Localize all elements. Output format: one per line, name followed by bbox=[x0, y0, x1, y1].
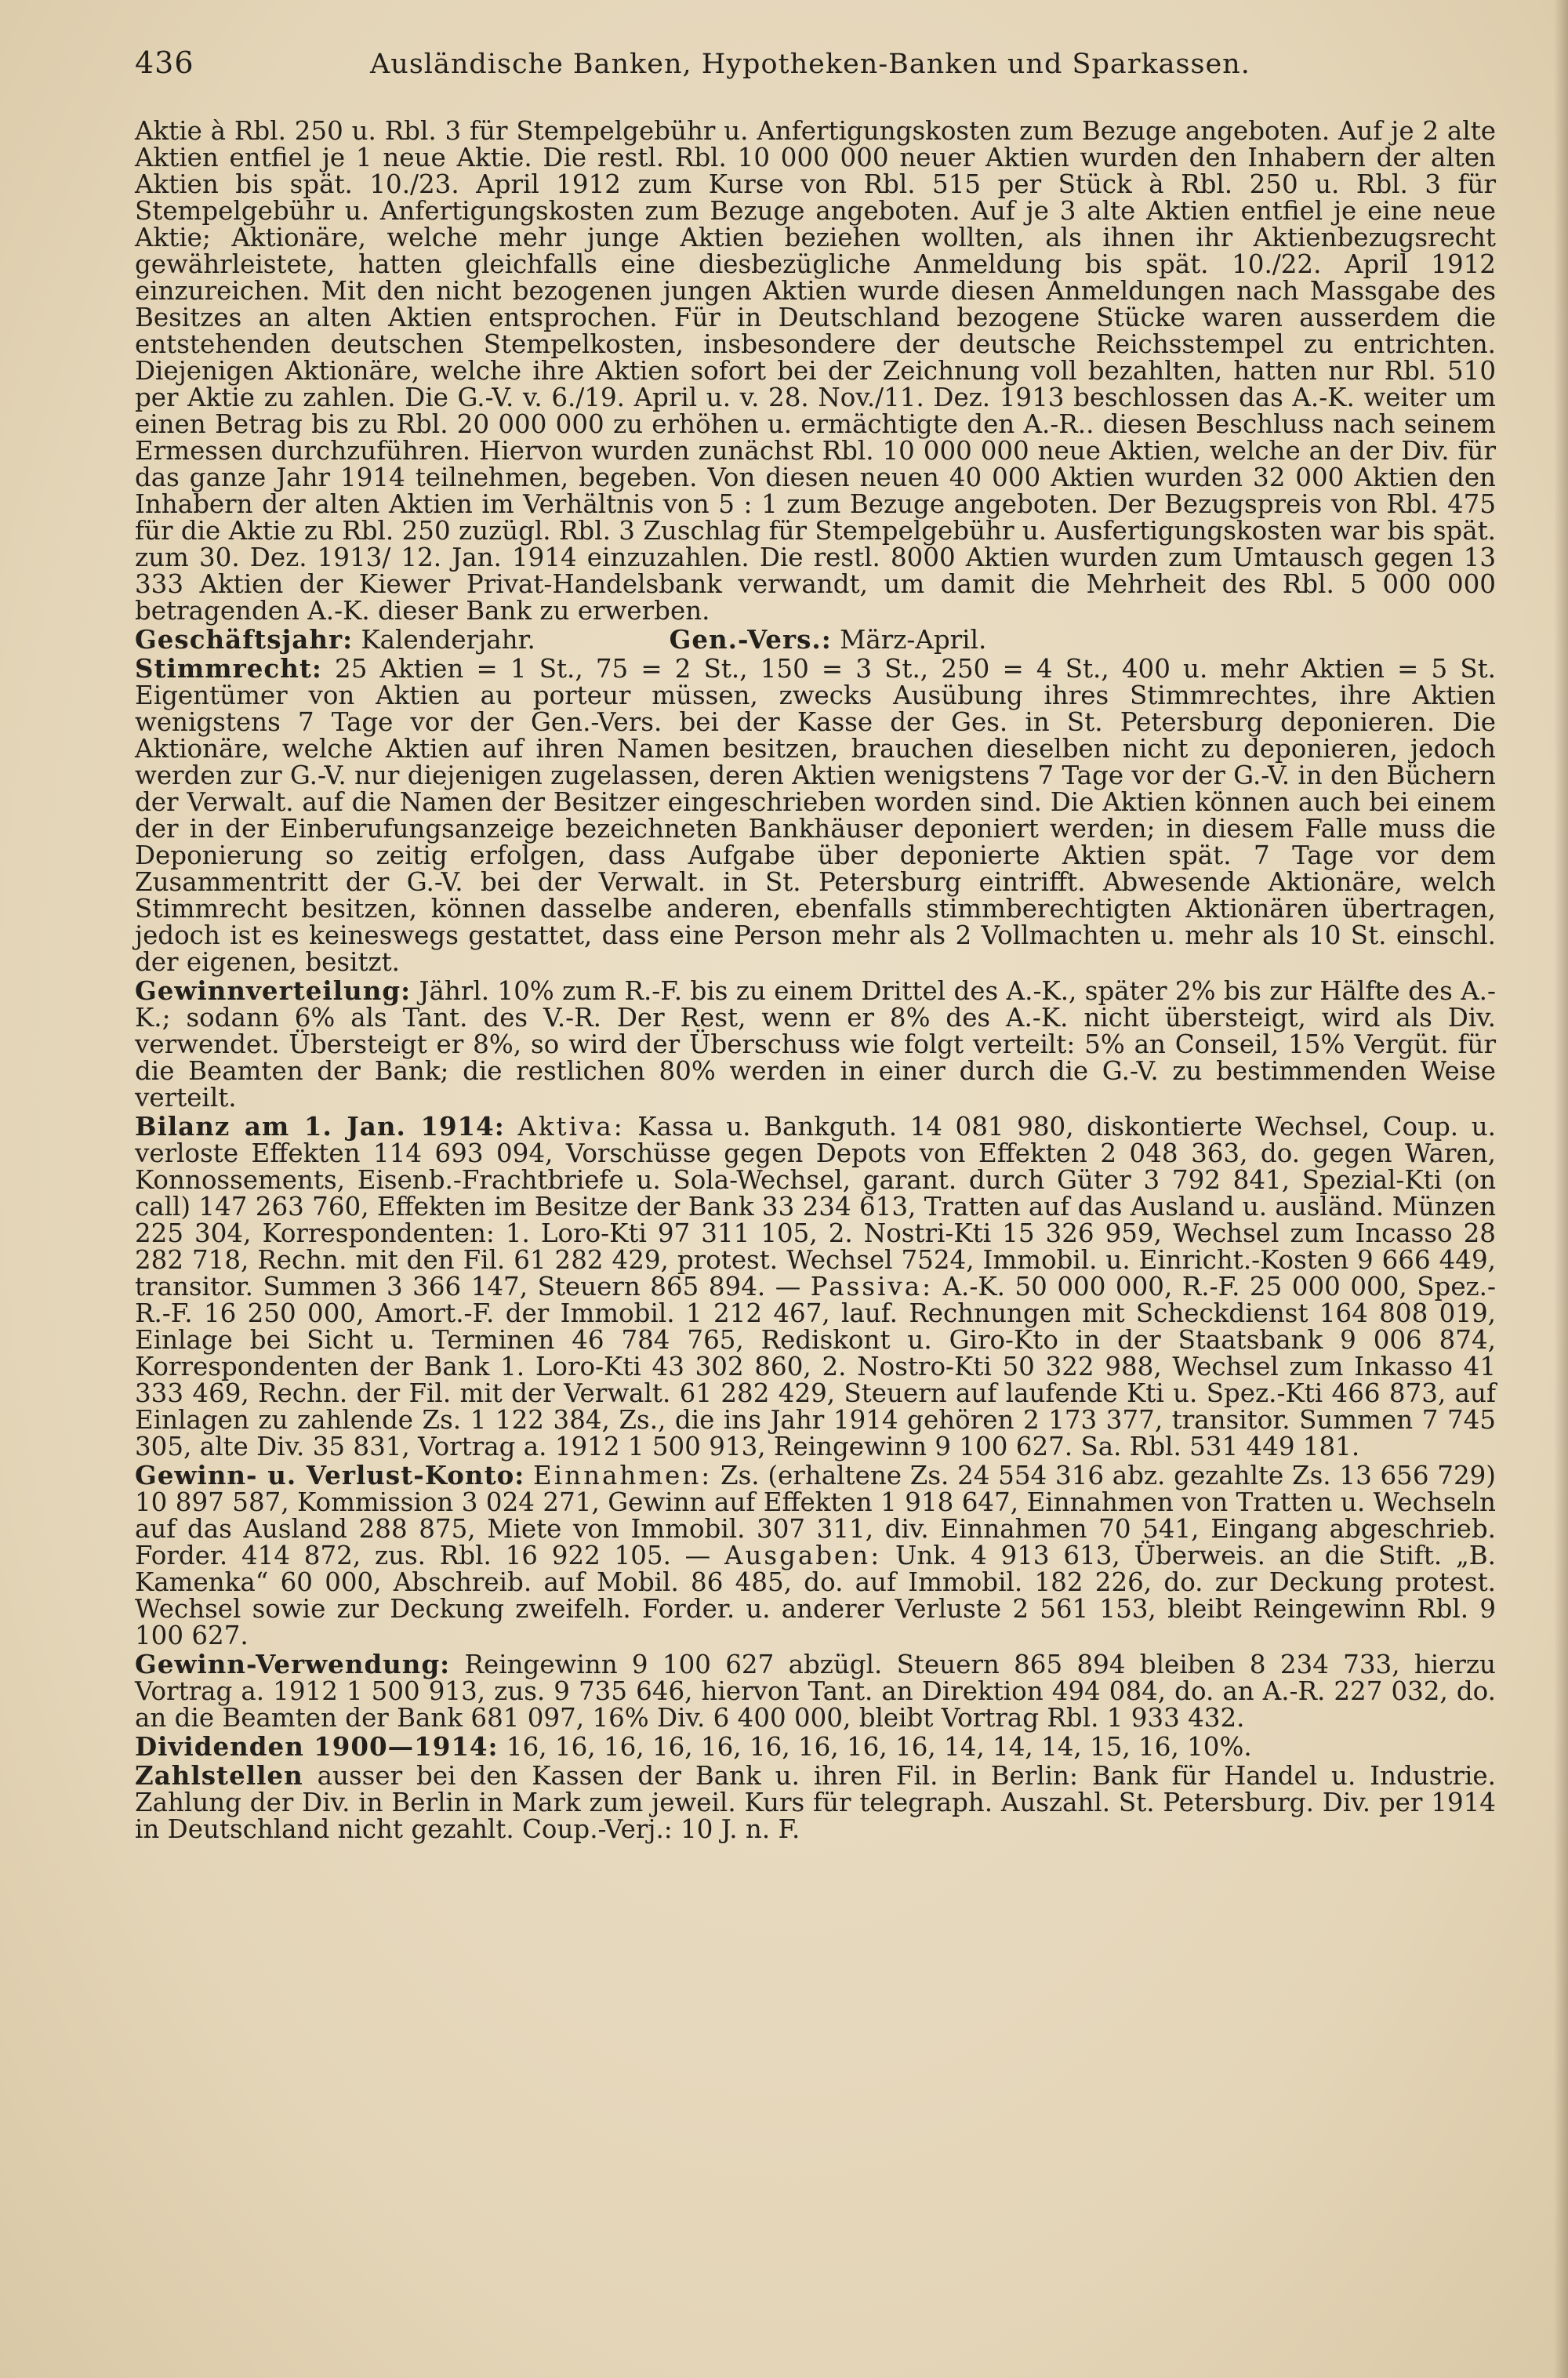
dividenden-paragraph bbox=[135, 1731, 1496, 1762]
passiva-text: A.-K. 50 000 000, R.-F. 25 000 000, Spez.-R.-F. 16 250 000, Amort.-F. der Immobil. 1 212 467, lauf. Rechnungen mit Scheckdienst 164 808 019, Einlage bei Sicht u. Terminen 46 784 765, Rediskont u. Giro-Kto in der Staatsbank 9 006 874, Korrespondenten der Bank 1. Loro-Kti 43 302 860, 2. Nostro-Kti 50 322 988, Wechsel zum Inkasso 41 333 469, Rechn. der Fil. mit der Verwalt. 61 282 429, Steuern auf laufende Kti u. Spez.-Kti 466 873, auf Einlagen zu zahlende Zs. 1 122 384, Zs., die ins Jahr 1914 gehören 2 173 377, transitor. Summen 7 745 305, alte Div. 35 831, Vortrag a. 1912 1 500 913, Reingewinn 9 100 627. Sa. Rbl. 531 449 181. bbox=[135, 1272, 1496, 1461]
guv-paragraph bbox=[135, 1462, 1496, 1649]
dividenden-label: Dividenden 1900—1914: bbox=[135, 1731, 499, 1762]
zahlstellen-label: Zahlstellen bbox=[135, 1760, 303, 1791]
guv-label: Gewinn- u. Verlust-Konto: bbox=[135, 1460, 525, 1490]
passiva-label: Passiva: bbox=[810, 1272, 934, 1302]
intro-paragraph: Aktie à Rbl. 250 u. Rbl. 3 für Stempelgebühr u. Anfertigungskosten zum Bezuge angeboten. Auf je 2 alte Aktien entfiel je 1 neue Aktie. Die restl. Rbl. 10 000 000 neuer Aktien wurden den Inhabern der alten Aktien bis spät. 10./23. April 1912 zum Kurse von Rbl. 515 per Stück à Rbl. 250 u. Rbl. 3 für Stempelgebühr u. Anfertigungskosten zum Bezuge angeboten. Auf je 3 alte Aktien entfiel je eine neue Aktie; Aktionäre, welche mehr junge Aktien beziehen wollten, als ihnen ihr Aktienbezugsrecht gewährleistete, hatten gleichfalls eine diesbezügliche Anmeldung bis spät. 10./22. April 1912 einzureichen. Mit den nicht bezogenen jungen Aktien wurde diesen Anmeldungen nach Massgabe des Besitzes an alten Aktien entsprochen. Für in Deutschland bezogene Stücke waren ausserdem die entstehenden deutschen Stempelkosten, insbesondere der deutsche Reichsstempel zu entrichten. Diejenigen Aktionäre, welche ihre Aktien sofort bei der Zeichnung voll bezahlten, hatten nur Rbl. 510 per Aktie zu zahlen. Die G.-V. v. 6./19. April u. v. 28. Nov./11. Dez. 1913 beschlossen das A.-K. weiter um einen Betrag bis zu Rbl. 20 000 000 zu erhöhen u. ermächtigte den A.-R.. diesen Beschluss nach seinem Ermessen durchzuführen. Hiervon wurden zunächst Rbl. 10 000 000 neue Aktien, welche an der Div. für das ganze Jahr 1914 teilnehmen, begeben. Von diesen neuen 40 000 Aktien wurden 32 000 Aktien den Inhabern der alten Aktien im Verhältnis von 5 : 1 zum Bezuge angeboten. Der Bezugspreis von Rbl. 475 für die Aktie zu Rbl. 250 zuzügl. Rbl. 3 Zuschlag für Stempelgebühr u. Ausfertigungskosten war bis spät. zum 30. Dez. 1913/ 12. Jan. 1914 einzuzahlen. Die restl. 8000 Aktien wurden zum Umtausch gegen 13 333 Aktien der Kiewer Privat-Handelsbank verwandt, um damit die Mehrheit des Rbl. 5 000 000 betragenden A.-K. dieser Bank zu erwerben. bbox=[135, 116, 1496, 626]
dividenden-text: 16, 16, 16, 16, 16, 16, 16, 16, 16, 14, 14, 14, 15, 16, 10%. bbox=[506, 1732, 1252, 1762]
running-title: Ausländische Banken, Hypotheken-Banken und Sparkassen. bbox=[370, 49, 1250, 80]
stimmrecht-text: 25 Aktien = 1 St., 75 = 2 St., 150 = 3 St., 250 = 4 St., 400 u. mehr Aktien = 5 St. Eigentümer von Aktien au porteur müssen, zwecks Ausübung ihres Stimmrechtes, ihre Aktien wenigstens 7 Tage vor der Gen.-Vers. bei der Kasse der Ges. in St. Petersburg deponieren. Die Aktionäre, welche Aktien auf ihren Namen besitzen, brauchen dieselben nicht zu deponieren, jedoch werden zur G.-V. nur diejenigen zugelassen, deren Aktien wenigstens 7 Tage vor der G.-V. in den Büchern der Verwalt. auf die Namen der Besitzer eingeschrieben worden sind. Die Aktien können auch bei einem der in der Einberufungsanzeige bezeichneten Bankhäuser deponiert werden; in diesem Falle muss die Deponierung so zeitig erfolgen, dass Aufgabe über deponierte Aktien spät. 7 Tage vor dem Zusammentritt der G.-V. bei der Verwalt. in St. Petersburg eintrifft. Abwesende Aktionäre, welch Stimmrecht besitzen, können dasselbe anderen, ebenfalls stimmberechtigten Aktionären übertragen, jedoch ist es keineswegs gestattet, dass eine Person mehr als 2 Vollmachten u. mehr als 10 St. einschl. der eigenen, besitzt. bbox=[135, 654, 1496, 977]
genvers-text: März-April. bbox=[840, 625, 987, 655]
page-header bbox=[135, 45, 1496, 80]
page-edge-shadow bbox=[1554, 0, 1568, 2378]
geschaeftsjahr-label: Geschäftsjahr: bbox=[135, 624, 354, 655]
verwendung-text: Reingewinn 9 100 627 abzügl. Steuern 865 894 bleiben 8 234 733, hierzu Vortrag a. 1912 1 500 913, zus. 9 735 646, hiervon Tant. an Direktion 494 084, do. an A.-R. 227 032, do. an die Beamten der Bank 681 097, 16% Div. 6 400 000, bleibt Vortrag Rbl. 1 933 432. bbox=[135, 1650, 1496, 1733]
ausgaben-text: Unk. 4 913 613, Überweis. an die Stift. „B. Kamenka“ 60 000, Abschreib. auf Mobil. 86 485, do. auf Immobil. 182 226, do. zur Deckung protest. Wechsel sowie zur Deckung zweifelh. Forder. u. anderer Verluste 2 561 153, bleibt Reingewinn Rbl. 9 100 627. bbox=[135, 1541, 1496, 1650]
geschaeftsjahr-line bbox=[135, 626, 1496, 653]
gewinnverteilung-text: Jährl. 10% zum R.-F. bis zu einem Drittel des A.-K., später 2% bis zur Hälfte des A.-K.; sodann 6% als Tant. des V.-R. Der Rest, wenn er 8% des A.-K. nicht übersteigt, wird als Div. verwendet. Übersteigt er 8%, so wird der Überschuss wie folgt verteilt: 5% an Conseil, 15% Vergüt. für die Beamten der Bank; die restlichen 80% werden in einer durch die G.-V. zu bestimmenden Weise verteilt. bbox=[135, 976, 1496, 1113]
stimmrecht-paragraph bbox=[135, 655, 1496, 975]
bilanz-paragraph bbox=[135, 1113, 1496, 1460]
geschaeftsjahr-text: Kalenderjahr. bbox=[361, 625, 535, 655]
einnahmen-label: Einnahmen: bbox=[533, 1461, 713, 1490]
verwendung-label: Gewinn-Verwendung: bbox=[135, 1649, 451, 1679]
gewinnverteilung-label: Gewinnverteilung: bbox=[135, 975, 412, 1006]
ausgaben-label: Ausgaben: bbox=[724, 1541, 882, 1570]
zahlstellen-paragraph bbox=[135, 1760, 1496, 1844]
page-number: 436 bbox=[135, 45, 194, 80]
gewinnverteilung-paragraph bbox=[135, 975, 1496, 1113]
bilanz-label: Bilanz am 1. Jan. 1914: bbox=[135, 1111, 505, 1142]
aktiva-label: Aktiva: bbox=[517, 1112, 625, 1142]
einnahmen-text: Zs. (erhaltene Zs. 24 554 316 abz. gezahlte Zs. 13 656 729) 10 897 587, Kommission 3 024 271, Gewinn auf Effekten 1 918 647, Einnahmen von Tratten u. Wechseln auf das Ausland 288 875, Miete von Immobil. 307 311, div. Einnahmen 70 541, Eingang abgeschrieb. Forder. 414 872, zus. Rbl. 16 922 105. — bbox=[135, 1461, 1496, 1570]
aktiva-text: Kassa u. Bankguth. 14 081 980, diskontierte Wechsel, Coup. u. verloste Effekten 114 693 094, Vorschüsse gegen Depots von Effekten 2 048 363, do. gegen Waren, Konnossements, Eisenb.-Frachtbriefe u. Sola-Wechsel, garant. durch Güter 3 792 841, Spezial-Kti (on call) 147 263 760, Effekten im Besitze der Bank 33 234 613, Tratten auf das Ausland u. ausländ. Münzen 225 304, Korrespondenten: 1. Loro-Kti 97 311 105, 2. Nostri-Kti 15 326 959, Wechsel zum Incasso 28 282 718, Rechn. mit den Fil. 61 282 429, protest. Wechsel 7524, Immobil. u. Einricht.-Kosten 9 666 449, transitor. Summen 3 366 147, Steuern 865 894. — bbox=[135, 1112, 1496, 1302]
zahlstellen-text: ausser bei den Kassen der Bank u. ihren Fil. in Berlin: Bank für Handel u. Industrie. Zahlung der Div. in Berlin in Mark zum jeweil. Kurs für telegraph. Auszahl. St. Petersburg. Div. per 1914 in Deutschland nicht gezahlt. Coup.-Verj.: 10 J. n. F. bbox=[135, 1761, 1496, 1844]
genvers-label: Gen.-Vers.: bbox=[669, 624, 832, 655]
stimmrecht-label: Stimmrecht: bbox=[135, 653, 322, 684]
verwendung-paragraph bbox=[135, 1651, 1496, 1731]
